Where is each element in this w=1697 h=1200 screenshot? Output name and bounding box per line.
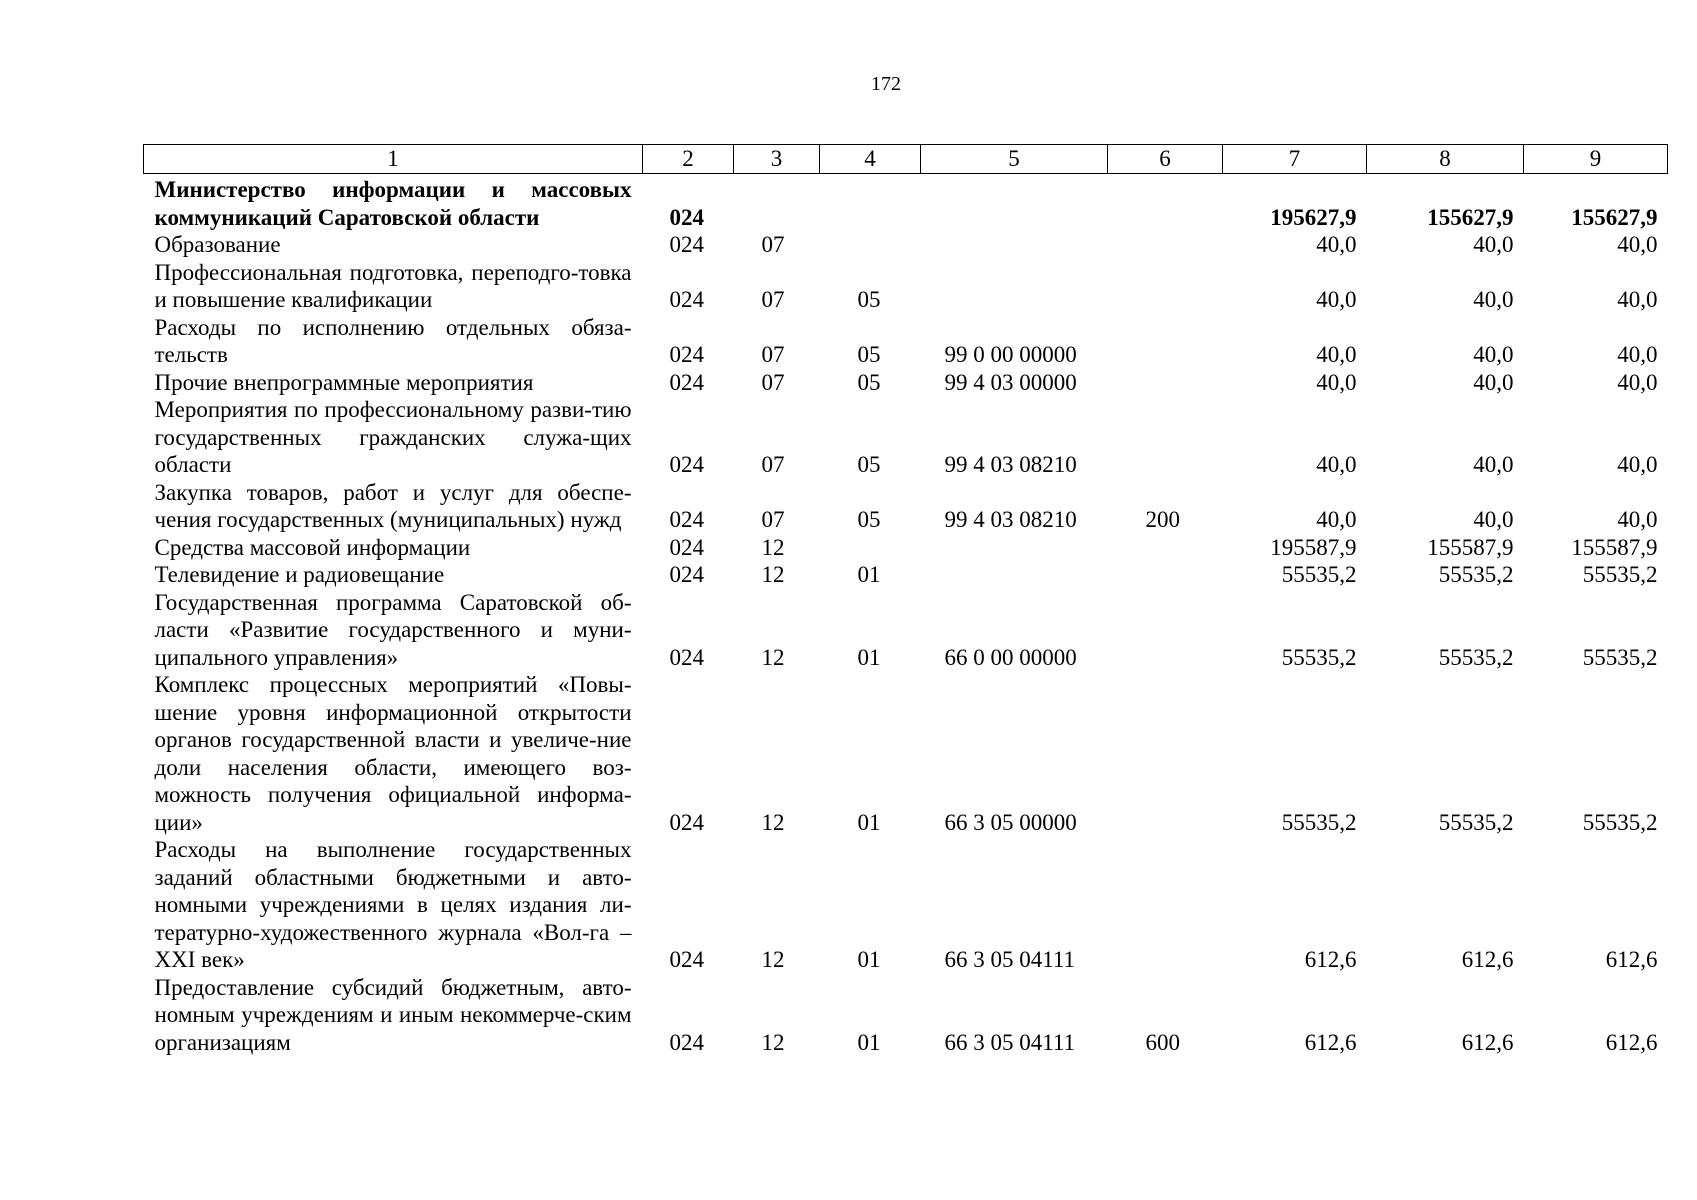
table-row: [144, 671, 1668, 836]
amount-col9-cell: 40,0: [1617, 287, 1658, 312]
amount-col8-cell: 40,0: [1473, 287, 1514, 312]
section-code-cell: 07: [761, 342, 785, 367]
amount-col8-cell: 612,6: [1461, 1029, 1514, 1055]
expense-type-cell: 200: [1145, 507, 1180, 532]
amount-col8-cell: 55535,2: [1438, 809, 1514, 835]
amount-col8-cell: 612,6: [1461, 947, 1514, 972]
amount-col8-cell: 55535,2: [1438, 644, 1514, 670]
amount-col9-cell: 55535,2: [1582, 562, 1658, 587]
subsection-code-cell: 01: [857, 1029, 881, 1055]
amount-col8-cell: 40,0: [1473, 232, 1514, 257]
target-article-cell: [921, 259, 1108, 314]
section-code-cell: 12: [761, 534, 785, 560]
amount-col9-cell: 155627,9: [1571, 204, 1658, 230]
amount-col9-cell: 155587,9: [1571, 534, 1658, 560]
amount-col9-cell: 40,0: [1617, 232, 1658, 257]
amount-col7-cell: 55535,2: [1281, 644, 1357, 670]
item-name-cell: Расходы на выполнение государственных заданий областными бюджетными и авто-номными учреждениями в целях издания ли-тературно-художественного журнала «Вол-га – XXI век»: [154, 837, 632, 972]
table-row: [144, 231, 1668, 259]
section-code-cell: 07: [761, 452, 785, 477]
expense-type-cell: 600: [1145, 1029, 1180, 1055]
expense-type-cell: [1108, 231, 1223, 259]
amount-col8-cell: 40,0: [1473, 342, 1514, 367]
item-name-cell: Министерство информации и массовых коммуникаций Саратовской области: [154, 177, 632, 230]
target-article-cell: 66 3 05 04111: [944, 1029, 1076, 1055]
amount-col7-cell: 40,0: [1316, 507, 1357, 532]
ministry-code-cell: 024: [669, 562, 704, 587]
amount-col7-cell: 55535,2: [1281, 562, 1357, 587]
item-name-cell: Предоставление субсидий бюджетным, авто-номным учреждениям и иным некоммерче-ским организациям: [154, 974, 632, 1055]
amount-col7-cell: 195627,9: [1270, 204, 1357, 230]
amount-col9-cell: 612,6: [1605, 947, 1658, 972]
subsection-code-cell: [820, 174, 921, 232]
target-article-cell: [921, 231, 1108, 259]
subsection-code-cell: 05: [857, 342, 881, 367]
subsection-code-cell: 05: [857, 369, 881, 395]
expense-type-cell: [1108, 561, 1223, 589]
table-row: [144, 396, 1668, 479]
amount-col9-cell: 40,0: [1617, 369, 1658, 395]
ministry-code-cell: 024: [669, 342, 704, 367]
section-code-cell: 07: [761, 369, 785, 395]
table-row: [144, 314, 1668, 369]
ministry-code-cell: 024: [669, 947, 704, 972]
item-name-cell: Государственная программа Саратовской об-ласти «Развитие государственного и муни-ципального управления»: [154, 589, 632, 670]
subsection-code-cell: 05: [857, 507, 881, 532]
column-header: 9: [1524, 145, 1668, 174]
item-name-cell: Комплекс процессных мероприятий «Повы-шение уровня информационной открытости органов государственной власти и увеличе-ние доли населения области, имеющего воз-можность получения официальной информа-ции»: [154, 672, 632, 835]
item-name-cell: Закупка товаров, работ и услуг для обеспе-чения государственных (муниципальных) нужд: [154, 479, 632, 532]
column-header: 1: [144, 145, 643, 174]
header-row: [144, 145, 1668, 174]
section-code-cell: 07: [761, 232, 785, 257]
amount-col7-cell: 612,6: [1304, 1029, 1357, 1055]
column-header: 3: [734, 145, 820, 174]
table-row: [144, 836, 1668, 974]
section-code-cell: 12: [761, 644, 785, 670]
expense-type-cell: [1108, 534, 1223, 562]
section-code-cell: 12: [761, 947, 785, 972]
ministry-code-cell: 024: [669, 1029, 704, 1055]
item-name-cell: Средства массовой информации: [154, 534, 471, 560]
subsection-code-cell: [820, 534, 921, 562]
expense-type-cell: [1108, 259, 1223, 314]
amount-col7-cell: 612,6: [1304, 947, 1357, 972]
item-name-cell: Профессиональная подготовка, переподго-товка и повышение квалификации: [154, 259, 632, 312]
table-row: [144, 974, 1668, 1057]
expense-type-cell: [1108, 396, 1223, 479]
subsection-code-cell: 01: [857, 644, 881, 670]
amount-col7-cell: 40,0: [1316, 369, 1357, 395]
subsection-code-cell: 01: [857, 809, 881, 835]
target-article-cell: 66 3 05 00000: [944, 809, 1077, 835]
section-code-cell: 12: [761, 1029, 785, 1055]
item-name-cell: Телевидение и радиовещание: [154, 562, 445, 587]
column-header: 2: [643, 145, 734, 174]
subsection-code-cell: 05: [857, 287, 881, 312]
section-code-cell: 07: [761, 287, 785, 312]
column-header: 7: [1223, 145, 1367, 174]
amount-col8-cell: 40,0: [1473, 369, 1514, 395]
ministry-code-cell: 024: [669, 232, 704, 257]
subsection-code-cell: 01: [857, 562, 881, 587]
subsection-code-cell: [820, 231, 921, 259]
subsection-code-cell: 01: [857, 947, 881, 972]
amount-col7-cell: 55535,2: [1281, 809, 1357, 835]
amount-col8-cell: 155627,9: [1427, 204, 1514, 230]
target-article-cell: 99 4 03 08210: [944, 452, 1077, 477]
amount-col9-cell: 55535,2: [1582, 809, 1658, 835]
item-name-cell: Мероприятия по профессиональному разви-тию государственных гражданских служа-щих области: [154, 397, 632, 477]
table-row: [144, 369, 1668, 397]
amount-col9-cell: 55535,2: [1582, 644, 1658, 670]
ministry-code-cell: 024: [669, 204, 704, 230]
section-code-cell: 12: [761, 562, 785, 587]
column-header: 6: [1108, 145, 1223, 174]
item-name-cell: Расходы по исполнению отдельных обяза-тельств: [154, 314, 632, 367]
ministry-code-cell: 024: [669, 809, 704, 835]
table-row: [144, 534, 1668, 562]
amount-col7-cell: 40,0: [1316, 287, 1357, 312]
amount-col7-cell: 195587,9: [1270, 534, 1357, 560]
item-name-cell: Образование: [154, 232, 281, 257]
ministry-code-cell: 024: [669, 287, 704, 312]
ministry-code-cell: 024: [669, 644, 704, 670]
expense-type-cell: [1108, 589, 1223, 672]
amount-col9-cell: 40,0: [1617, 342, 1658, 367]
target-article-cell: [921, 534, 1108, 562]
section-code-cell: 12: [761, 809, 785, 835]
target-article-cell: [921, 561, 1108, 589]
column-header: 4: [820, 145, 921, 174]
target-article-cell: 66 3 05 04111: [944, 947, 1076, 972]
amount-col8-cell: 40,0: [1473, 452, 1514, 477]
item-name-cell: Прочие внепрограммные мероприятия: [154, 369, 534, 395]
expense-type-cell: [1108, 369, 1223, 397]
expense-type-cell: [1108, 671, 1223, 836]
table-row: [144, 561, 1668, 589]
target-article-cell: 66 0 00 00000: [944, 644, 1077, 670]
amount-col7-cell: 40,0: [1316, 342, 1357, 367]
target-article-cell: 99 4 03 00000: [944, 369, 1077, 395]
subsection-code-cell: 05: [857, 452, 881, 477]
expense-type-cell: [1108, 314, 1223, 369]
table-row: [144, 479, 1668, 534]
table-row: [144, 259, 1668, 314]
amount-col7-cell: 40,0: [1316, 232, 1357, 257]
ministry-code-cell: 024: [669, 507, 704, 532]
amount-col8-cell: 155587,9: [1427, 534, 1514, 560]
table-row: [144, 589, 1668, 672]
page-number: 172: [871, 73, 901, 95]
expense-type-cell: [1108, 174, 1223, 232]
section-code-cell: [734, 174, 820, 232]
amount-col9-cell: 40,0: [1617, 507, 1658, 532]
ministry-code-cell: 024: [669, 369, 704, 395]
amount-col7-cell: 40,0: [1316, 452, 1357, 477]
section-code-cell: 07: [761, 507, 785, 532]
table-body: [144, 174, 1668, 1057]
amount-col8-cell: 55535,2: [1438, 562, 1514, 587]
amount-col8-cell: 40,0: [1473, 507, 1514, 532]
ministry-code-cell: 024: [669, 534, 704, 560]
budget-table: [143, 144, 1668, 1056]
target-article-cell: 99 4 03 08210: [944, 507, 1077, 532]
column-header: 8: [1367, 145, 1524, 174]
column-header: 5: [921, 145, 1108, 174]
target-article-cell: [921, 174, 1108, 232]
amount-col9-cell: 40,0: [1617, 452, 1658, 477]
ministry-code-cell: 024: [669, 452, 704, 477]
target-article-cell: 99 0 00 00000: [944, 342, 1077, 367]
expense-type-cell: [1108, 836, 1223, 974]
table-row: [144, 174, 1668, 232]
amount-col9-cell: 612,6: [1605, 1029, 1658, 1055]
